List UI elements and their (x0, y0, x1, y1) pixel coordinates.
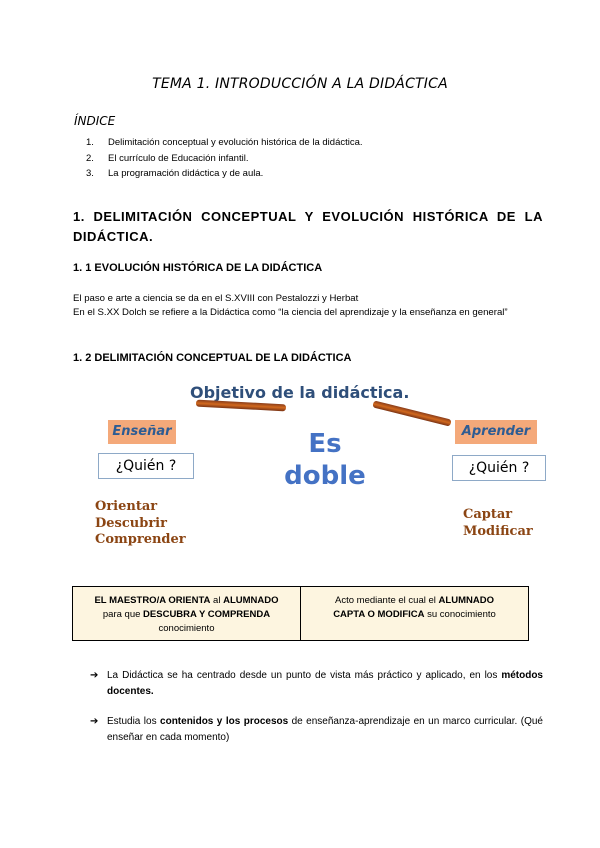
table-cell-left: EL MAESTRO/A ORIENTA al ALUMNADO para que DESCUBRA Y COMPRENDA conocimiento (94, 595, 279, 634)
table-cell-right: Acto mediante el cual el ALUMNADO CAPTA O MODIFICA su conocimiento (300, 587, 528, 640)
subsection-heading-2: 1. 2 DELIMITACIÓN CONCEPTUAL DE LA DIDÁCTICA (73, 352, 352, 364)
index-item: 1. Delimitación conceptual y evolución histórica de la didáctica. (86, 137, 363, 148)
arrow-icon: ➔ (90, 716, 99, 727)
index-list (86, 135, 363, 182)
aprender-verbs: Captar Modificar (463, 507, 533, 539)
ensenar-label: Enseñar (108, 420, 176, 444)
bullet-item-2: ➔ Estudia los contenidos y los procesos de enseñanza-aprendizaje en un marco curricular. (Qué enseñar en cada momento) (90, 716, 543, 743)
bullet-item-1: ➔ La Didáctica se ha centrado desde un punto de vista más práctico y aplicado, en los métodos docentes. (90, 670, 543, 697)
quien-box-left: ¿Quién ? (98, 453, 194, 479)
page-title: TEMA 1. INTRODUCCIÓN A LA DIDÁCTICA (152, 76, 448, 92)
pencil-right-icon (372, 400, 451, 426)
index-heading: ÍNDICE (74, 114, 116, 128)
subsection-heading-1: 1. 1 EVOLUCIÓN HISTÓRICA DE LA DIDÁCTICA (73, 262, 323, 274)
aprender-label: Aprender (455, 420, 537, 444)
paragraph-2: En el S.XX Dolch se refiere a la Didáctica como “la ciencia del aprendizaje y la enseñanza en general” (73, 307, 508, 318)
es-doble-text: Es doble (284, 429, 366, 491)
arrow-icon: ➔ (90, 670, 99, 681)
index-item: 3. La programación didáctica y de aula. (86, 168, 264, 179)
paragraph-1: El paso e arte a ciencia se da en el S.XVIII con Pestalozzi y Herbat (73, 293, 359, 304)
comparison-table (72, 586, 529, 641)
quien-box-right: ¿Quién ? (452, 455, 546, 481)
diagram-title: Objetivo de la didáctica. (190, 383, 410, 402)
ensenar-verbs: Orientar Descubrir Comprender (95, 499, 186, 547)
section-heading: 1. DELIMITACIÓN CONCEPTUAL Y EVOLUCIÓN HISTÓRICA DE LA DIDÁCTICA. (73, 209, 543, 244)
index-item: 2. El currículo de Educación infantil. (86, 152, 249, 164)
